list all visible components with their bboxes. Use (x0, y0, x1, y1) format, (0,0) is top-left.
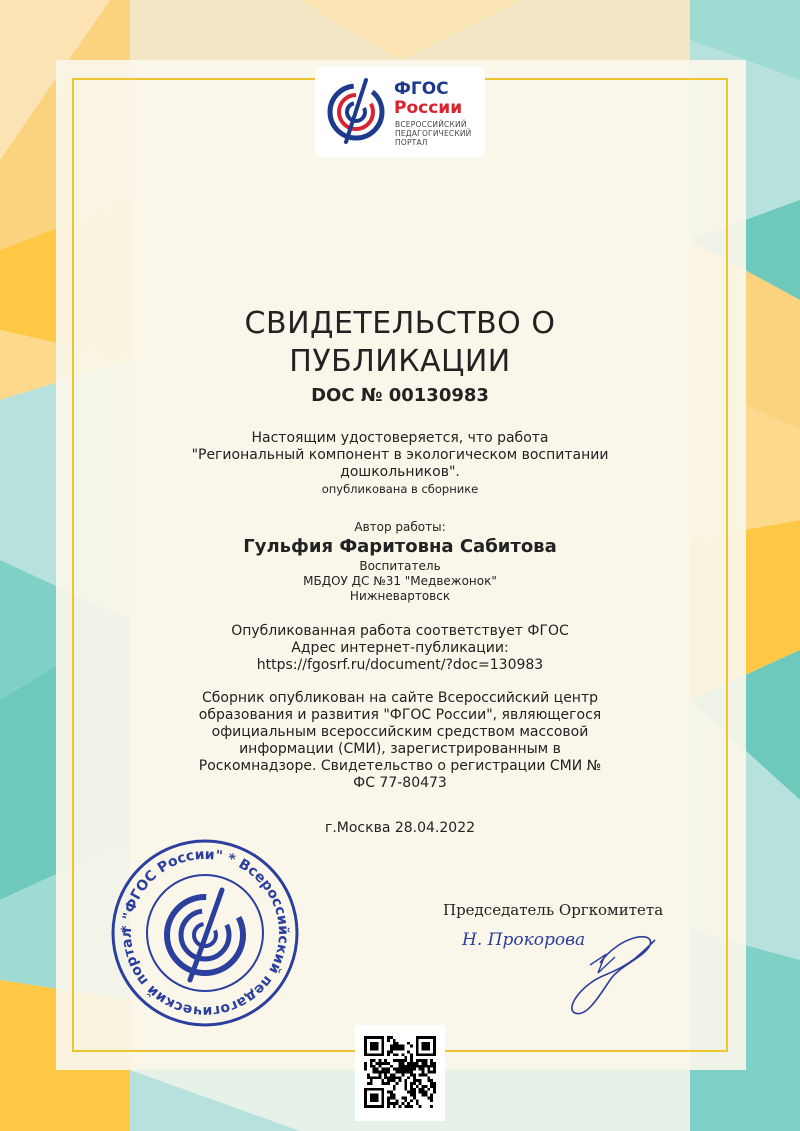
author-label: Автор работы: (354, 520, 446, 534)
collection-line: Сборник опубликован на сайте Всероссийский центр (201, 690, 599, 706)
logo-subtitle (395, 120, 472, 147)
signature-icon (560, 925, 670, 1025)
logo-title-line2: России (394, 98, 463, 118)
issue-date: г.Москва 28.04.2022 (324, 820, 476, 836)
published-in-text: опубликована в сборнике (321, 482, 479, 496)
logo-title-line1: ФГОС (394, 79, 449, 99)
work-title-line2: дошкольников". (340, 464, 460, 480)
author-position: Воспитатель (359, 559, 441, 573)
collection-info (100, 690, 700, 792)
author-info (100, 520, 700, 604)
collection-line: информации (СМИ), зарегистрированным в (239, 741, 561, 757)
document-number: DOC № 00130983 (311, 385, 489, 406)
certificate-title (100, 305, 700, 381)
author-name: Гульфия Фаритовна Сабитова (243, 536, 557, 557)
intro-text: Настоящим удостоверяется, что работа (251, 430, 549, 446)
author-city: Нижневартовск (349, 589, 451, 603)
logo-subtitle-line: ПОРТАЛ (395, 138, 428, 147)
qr-code-icon (364, 1036, 436, 1108)
logo-subtitle-line: ПЕДАГОГИЧЕСКИЙ (395, 129, 472, 138)
collection-line: официальным всероссийским средством массовой (211, 724, 589, 740)
compliance-text: Опубликованная работа соответствует ФГОС (231, 623, 569, 639)
logo-emblem-icon (326, 72, 388, 150)
collection-line: Роскомнадзоре. Свидетельство о регистрации СМИ № (198, 758, 602, 774)
chair-label: Председатель Оргкомитета (443, 901, 664, 919)
title-line1: СВИДЕТЕЛЬСТВО О (244, 306, 556, 341)
publication-info (100, 623, 700, 674)
logo-subtitle-line: ВСЕРОССИЙСКИЙ (395, 120, 467, 129)
stamp-ring-text: * "ФГОС России" * Всероссийский педагогический портал (118, 846, 292, 1020)
address-label: Адрес интернет-публикации: (291, 640, 509, 656)
collection-line: ФС 77-80473 (353, 775, 447, 791)
signature-name: Н. Прокорова (462, 930, 586, 950)
author-organization: МБДОУ ДС №31 "Медвежонок" (303, 574, 497, 588)
title-line2: ПУБЛИКАЦИИ (289, 344, 511, 379)
logo-title (394, 80, 462, 118)
collection-line: образования и развития "ФГОС России", являющегося (198, 707, 602, 723)
work-title-line1: "Региональный компонент в экологическом воспитании (191, 447, 609, 463)
publication-url: https://fgosrf.ru/document/?doc=130983 (256, 657, 544, 673)
stamp-seal-icon (110, 838, 300, 1028)
work-info (100, 430, 700, 497)
